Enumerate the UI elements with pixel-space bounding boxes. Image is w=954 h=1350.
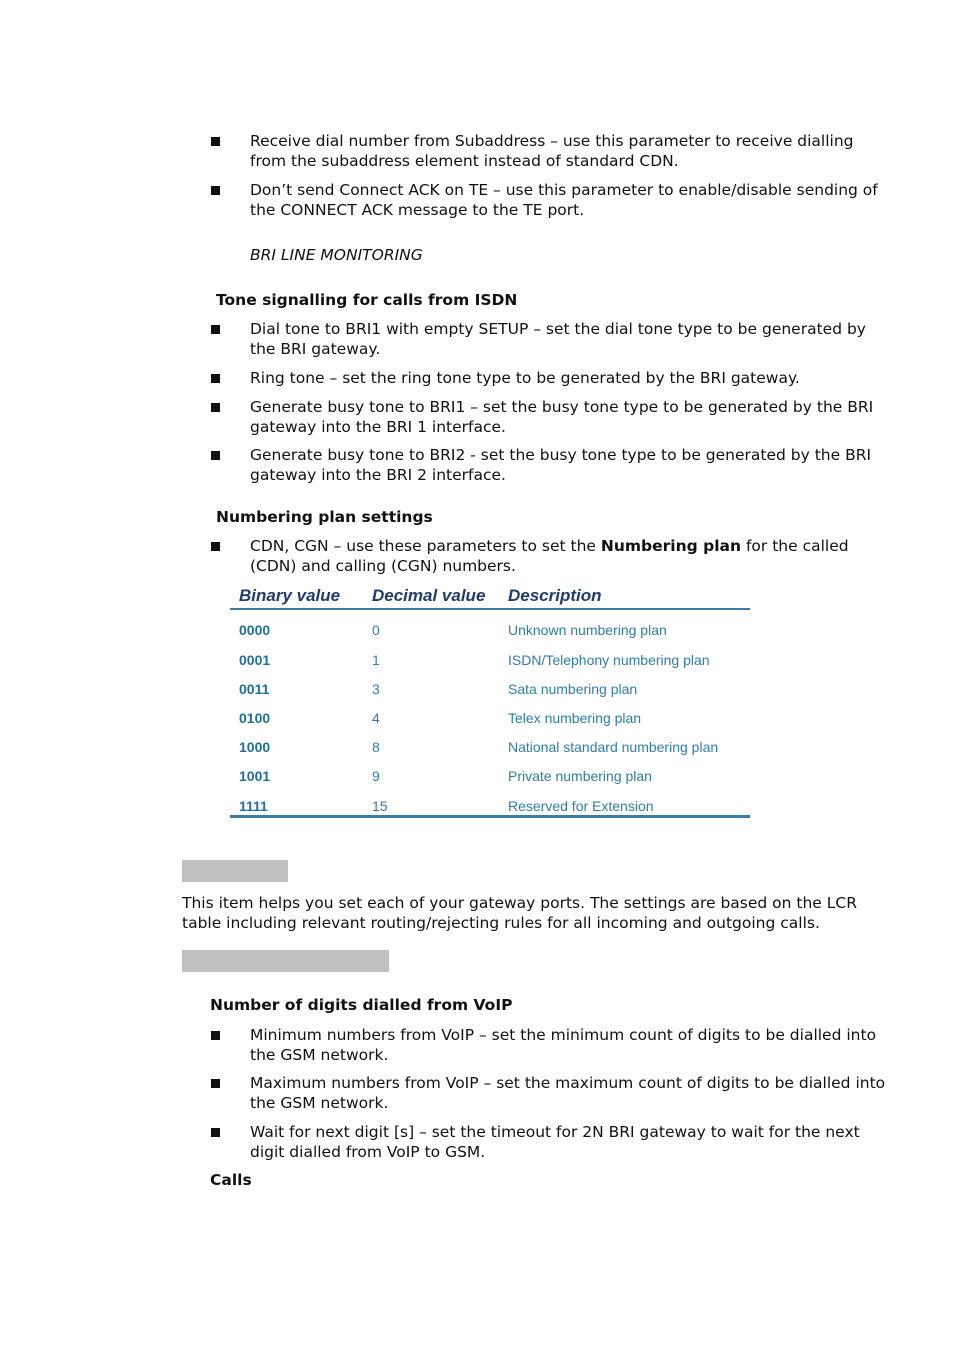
header-description: Description [508, 586, 602, 605]
bullet-receive-dial-number: Receive dial number from Subaddress – use this parameter to receive dialling from the subaddress element instead of standard CDN. [250, 132, 854, 170]
bullet-marker [211, 186, 220, 195]
cell-description: Sata numbering plan [508, 681, 638, 697]
bullet-marker [211, 1031, 220, 1040]
digits-heading: Number of digits dialled from VoIP [210, 996, 513, 1014]
table-bottom-rule [230, 815, 750, 818]
cell-binary: 0001 [239, 652, 271, 668]
bullet-ring-tone: Ring tone – set the ring tone type to be generated by the BRI gateway. [250, 369, 800, 387]
cell-description: Reserved for Extension [508, 798, 654, 814]
cell-decimal: 3 [372, 681, 380, 697]
cell-binary: 0100 [239, 710, 271, 726]
bullet-connect-ack: Don’t send Connect ACK on TE – use this parameter to enable/disable sending of the CONNECT ACK message to the TE port. [250, 181, 878, 219]
bullet-marker [211, 137, 220, 146]
cdn-cgn-text-end: for the called (CDN) and calling (CGN) numbers. [250, 537, 849, 575]
cell-binary: 1001 [239, 768, 271, 784]
bullet-marker [211, 451, 220, 460]
calls-heading: Calls [210, 1171, 252, 1189]
cell-binary: 1111 [239, 798, 268, 814]
bullet-marker [211, 403, 220, 412]
cell-binary: 1000 [239, 739, 271, 755]
bullet-marker [211, 1128, 220, 1137]
cell-description: Telex numbering plan [508, 710, 642, 726]
numbering-plan-heading: Numbering plan settings [216, 508, 433, 526]
redacted-subsection-heading [182, 950, 389, 972]
bullet-busy-tone-bri1: Generate busy tone to BRI1 – set the busy tone type to be generated by the BRI gateway into the BRI 1 interface. [250, 398, 874, 436]
cell-description: National standard numbering plan [508, 739, 719, 755]
bullet-busy-tone-bri2: Generate busy tone to BRI2 - set the busy tone type to be generated by the BRI gateway into the BRI 2 interface. [250, 446, 872, 484]
intro-paragraph: This item helps you set each of your gateway ports. The settings are based on the LCR table including relevant routing/rejecting rules for all incoming and outgoing calls. [182, 894, 857, 932]
cell-decimal: 4 [372, 710, 380, 726]
bullet-dial-tone: Dial tone to BRI1 with empty SETUP – set the dial tone type to be generated by the BRI gateway. [250, 320, 866, 358]
bullet-cdn-cgn [250, 537, 890, 576]
header-binary-value: Binary value [239, 586, 341, 605]
bullet-wait-next-digit: Wait for next digit [s] – set the timeout for 2N BRI gateway to wait for the next digit dialled from VoIP to GSM. [250, 1123, 860, 1161]
bullet-minimum-numbers: Minimum numbers from VoIP – set the minimum count of digits to be dialled into the GSM network. [250, 1026, 877, 1064]
cell-decimal: 0 [372, 622, 380, 638]
bri-line-monitoring-label: BRI LINE MONITORING [250, 246, 423, 264]
cell-description: Private numbering plan [508, 768, 652, 784]
numbering-plan-bold: Numbering plan [600, 537, 742, 555]
bullet-marker [211, 1079, 220, 1088]
bullet-marker [211, 374, 220, 383]
cdn-cgn-text-start: CDN, CGN – use these parameters to set the [250, 537, 601, 555]
cell-decimal: 15 [372, 798, 388, 814]
table-header-rule [230, 608, 750, 610]
cell-description: ISDN/Telephony numbering plan [508, 652, 710, 668]
cell-decimal: 1 [372, 652, 380, 668]
cell-decimal: 8 [372, 739, 380, 755]
header-decimal-value: Decimal value [372, 586, 486, 605]
redacted-section-heading [182, 860, 288, 882]
cell-description: Unknown numbering plan [508, 622, 667, 638]
cell-decimal: 9 [372, 768, 380, 784]
tone-signalling-heading: Tone signalling for calls from ISDN [216, 291, 518, 309]
bullet-maximum-numbers: Maximum numbers from VoIP – set the maximum count of digits to be dialled into the GSM network. [250, 1074, 886, 1112]
bullet-marker [211, 325, 220, 334]
cell-binary: 0011 [239, 681, 270, 697]
bullet-marker [211, 542, 220, 551]
cell-binary: 0000 [239, 622, 271, 638]
